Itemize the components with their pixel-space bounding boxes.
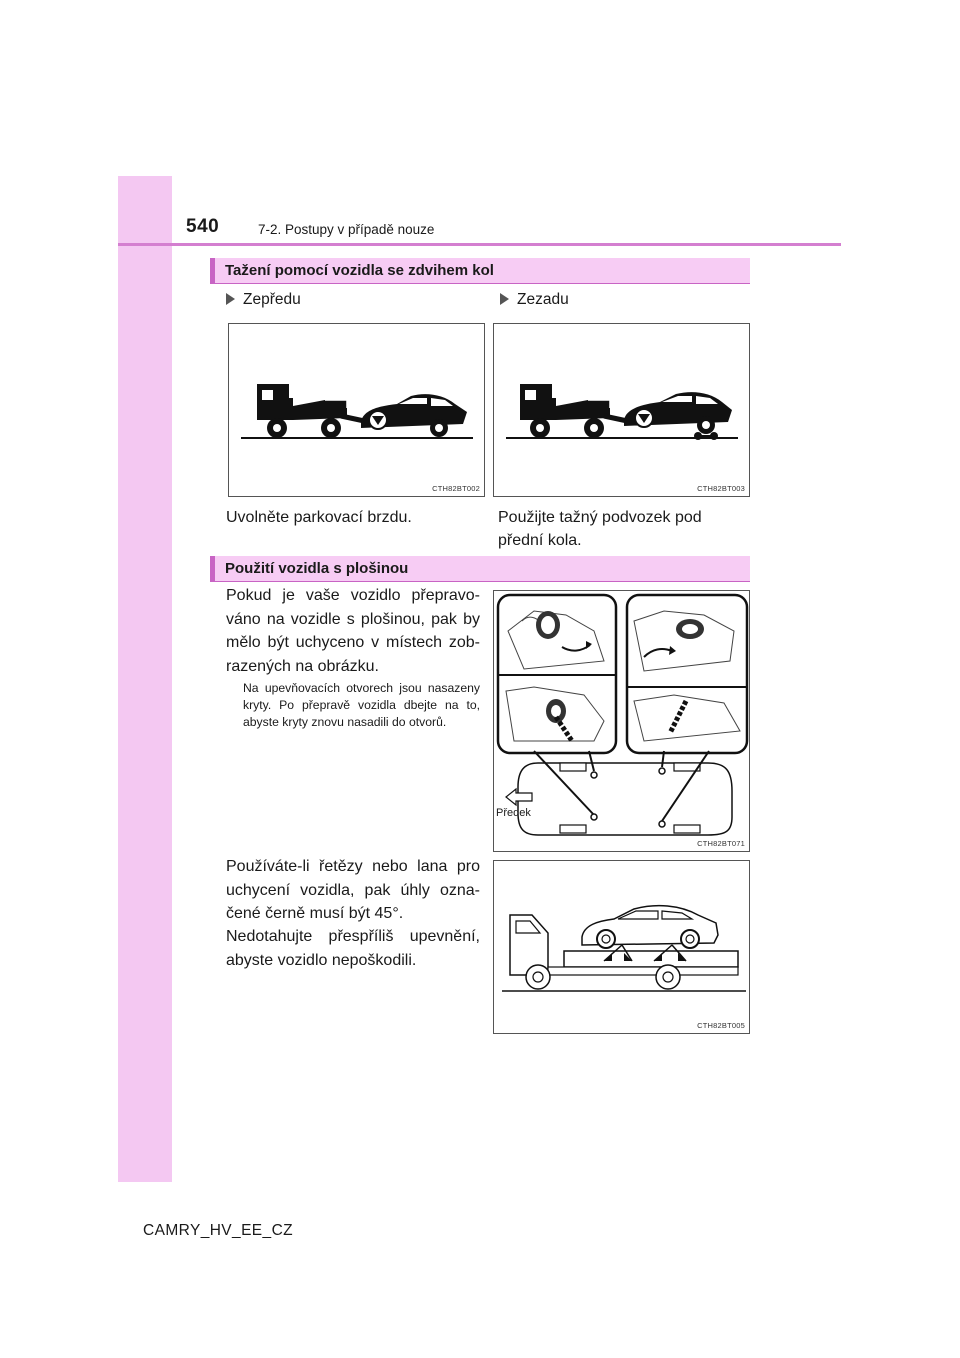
- heading-flatbed: [210, 556, 750, 582]
- note-covers: Na upevňovacích otvorech jsou nasazeny kryty. Po přepravě vozidla dbejte na to, abyste kryty znovu nasadili do otvorů.: [243, 681, 480, 729]
- figure-front-towing: [228, 323, 485, 497]
- figure-code-flatbed: CTH82BT005: [697, 1021, 745, 1030]
- figure-code-rear: CTH82BT003: [697, 484, 745, 493]
- figure-code-tie-down: CTH82BT071: [697, 839, 745, 848]
- figure-flatbed-truck: [493, 860, 750, 1034]
- label-front: [226, 291, 301, 309]
- paragraph-do-not-overtighten: Nedotahujte přespříliš upevnění, abyste vozidlo nepoškodili.: [226, 928, 480, 969]
- triangle-bullet-icon: [226, 293, 235, 305]
- paragraph-chain-angle: Používáte-li řetězy nebo lana pro uchycení vozidla, pak úhly označené černě musí být 45°.: [226, 858, 480, 922]
- section-title: 7-2. Postupy v případě nouze: [258, 222, 435, 237]
- figure-rear-towing: [493, 323, 750, 497]
- label-rear: [500, 291, 569, 309]
- label-front-text: Zepředu: [243, 291, 301, 308]
- caption-rear-line2: přední kola.: [498, 532, 582, 549]
- heading-flatbed-text: Použití vozidla s plošinou: [225, 560, 409, 577]
- label-rear-text: Zezadu: [517, 291, 569, 308]
- heading-wheel-lift-text: Tažení pomocí vozidla se zdvihem kol: [225, 262, 494, 279]
- side-tab-band: [118, 176, 172, 1182]
- caption-rear-line1: Použijte tažný podvozek pod: [498, 509, 702, 526]
- label-front-direction: Předek: [496, 807, 531, 819]
- tow-truck-rear-illustration: [494, 324, 750, 497]
- footer-model-code: CAMRY_HV_EE_CZ: [143, 1222, 294, 1239]
- header-rule: [118, 243, 841, 246]
- heading-wheel-lift-towing: [210, 258, 750, 284]
- paragraph-flatbed-tiedown: Pokud je vaše vozidlo přepravováno na vozidle s plošinou, pak by mělo být uchyceno v místech zobrazených na obrázku.: [226, 587, 480, 675]
- tow-truck-front-illustration: [229, 324, 485, 497]
- tie-down-points-illustration: [494, 591, 750, 852]
- figure-tie-down-points: [493, 590, 750, 852]
- figure-code-front: CTH82BT002: [432, 484, 480, 493]
- page-number: 540: [186, 216, 220, 237]
- caption-front: Uvolněte parkovací brzdu.: [226, 509, 412, 526]
- triangle-bullet-icon: [500, 293, 509, 305]
- flatbed-truck-illustration: [494, 861, 750, 1034]
